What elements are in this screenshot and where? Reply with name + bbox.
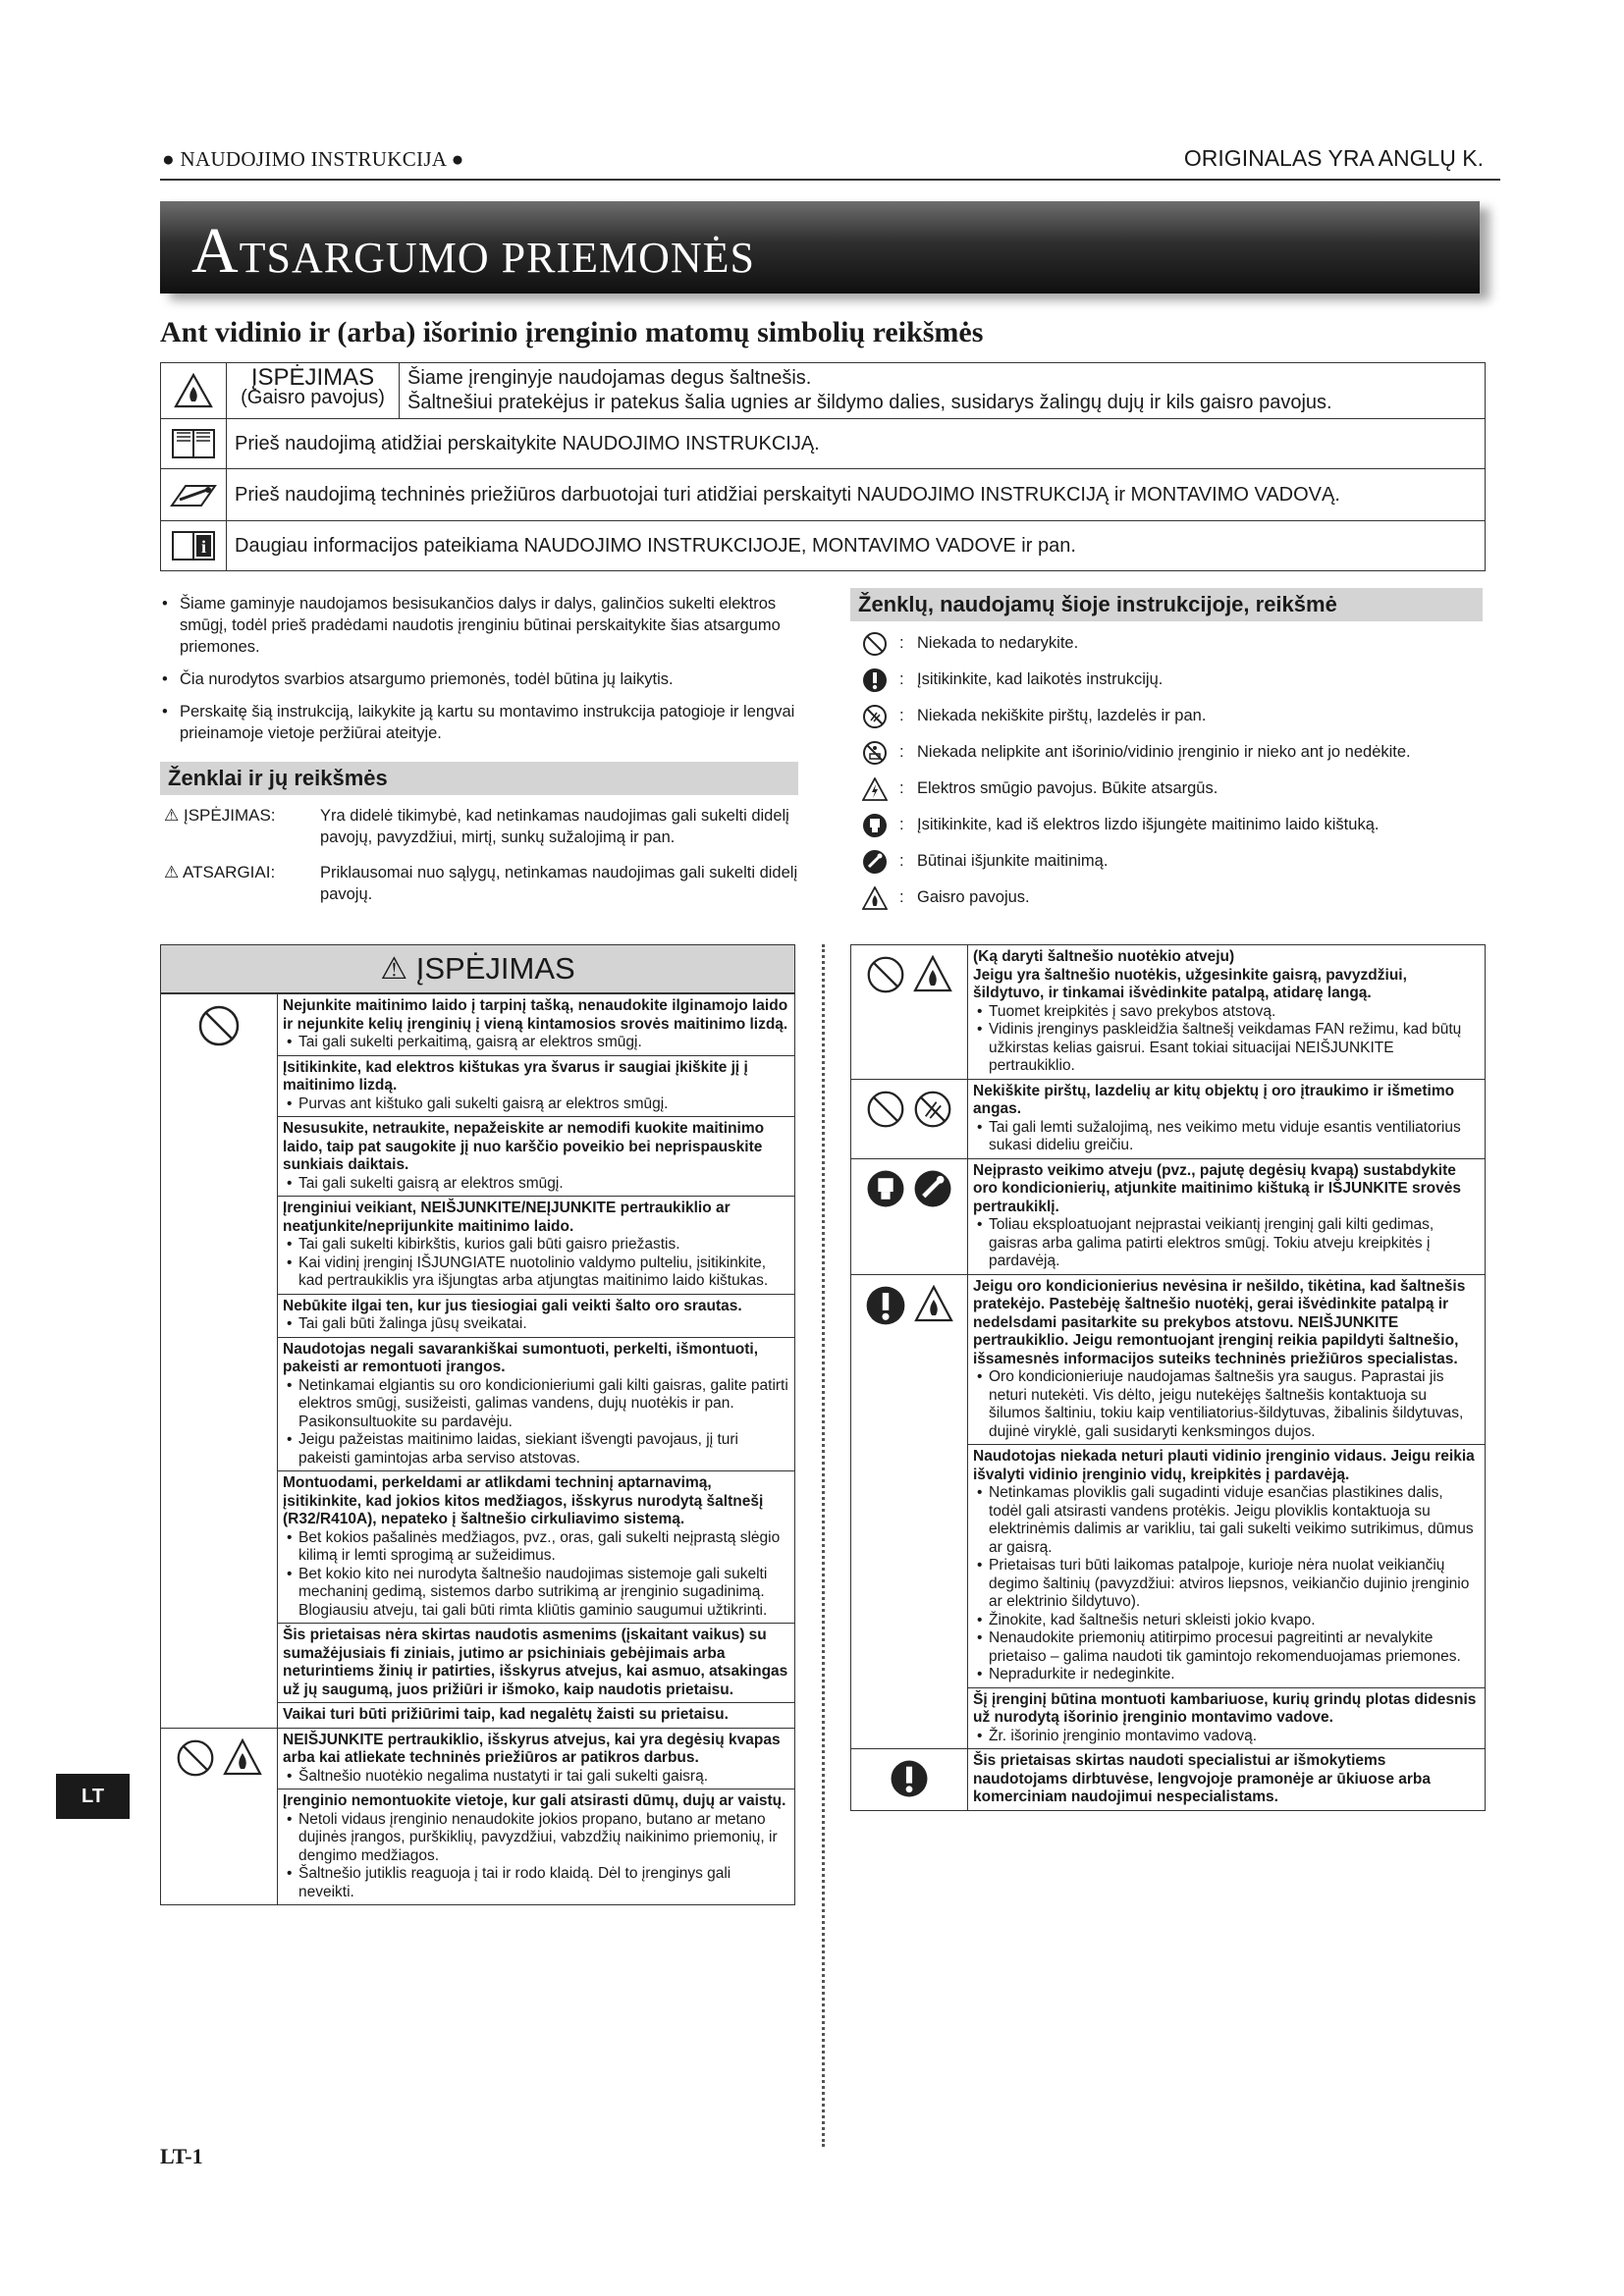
warning-item-bullet: • Tuomet kreipkitės į savo prekybos atstovą. xyxy=(973,1003,1480,1022)
warning-item-title: Nekiškite pirštų, lazdelių ar kitų objektų į oro įtraukimo ir išmetimo angas. xyxy=(973,1082,1455,1117)
warning-item-bullet: • Purvas ant kištuko gali sukelti gaisrą ar elektros smūgį. xyxy=(283,1095,789,1114)
service-text: Prieš naudojimą techninės priežiūros darbuotojai turi atidžiai perskaityti NAUDOJIMO INSTRUKCIJĄ ir MONTAVIMO VADOVĄ. xyxy=(235,483,1340,506)
warning-item-title: Įrenginiui veikiant, NEIŠJUNKITE/NEĮJUNKITE pertraukiklio ar neatjunkite/neprijunkite maitinimo laido. xyxy=(283,1200,731,1235)
language-tab: LT xyxy=(56,1774,130,1819)
warning-item-title: Naudotojas negali savarankiškai sumontuoti, perkelti, išmontuoti, pakeisti ar remontuoti įrangos. xyxy=(283,1340,759,1375)
warning-item xyxy=(968,1749,1485,1810)
warning-item-title: Nejunkite maitinimo laido į tarpinį tašką, nenaudokite ilginamojo laido ir nejunkite kelių įrenginių į vieną kintamosios srovės maitinimo lizdą. xyxy=(283,997,788,1033)
fire-hazard-icon xyxy=(913,955,952,992)
legend-item: : Elektros smūgio pavojus. Būkite atsargūs. xyxy=(850,771,1483,807)
warning-item-bullet: • Jeigu pažeistas maitinimo laidas, siekiant išvengti pavojaus, jį turi pakeisti gamintojas arba serviso atstovas. xyxy=(283,1431,789,1468)
section-title: Ant vidinio ir (arba) išorinio įrenginio matomų simbolių reikšmės xyxy=(160,316,984,348)
service-manual-icon xyxy=(161,469,227,520)
unplug-poweroff-icons xyxy=(851,1159,968,1274)
prohibition-fire-icons xyxy=(851,945,968,1079)
fire-hazard-icon xyxy=(223,1738,262,1776)
svg-text:i: i xyxy=(200,537,207,557)
warning-box-left xyxy=(160,944,795,1905)
warning-group-r3 xyxy=(851,1158,1485,1274)
warning-item-bullet: • Tai gali sukelti perkaitimą, gaisrą ar elektros smūgį. xyxy=(283,1034,789,1052)
prohibition-icon xyxy=(866,1090,905,1129)
warning-item-title: NEIŠJUNKITE pertraukiklio, išskyrus atvejus, kai yra degėsių kvapas arba kai atliekate techninės priežiūros ar patikros darbus. xyxy=(283,1731,781,1766)
warning-item xyxy=(968,1444,1485,1687)
legend-item: : Įsitikinkite, kad laikotės instrukcijų. xyxy=(850,662,1483,698)
warning-item xyxy=(278,1196,794,1294)
warning-item xyxy=(278,1702,794,1728)
warning-item xyxy=(278,1789,794,1904)
symbols-table xyxy=(160,362,1486,571)
power-off-icon xyxy=(850,849,899,875)
warning-item xyxy=(968,1687,1485,1749)
warning-triangle-icon: ⚠ xyxy=(164,806,180,825)
warning-item xyxy=(968,945,1485,1079)
symbols-row-manual xyxy=(161,418,1485,468)
warning-item xyxy=(278,1337,794,1471)
warning-item xyxy=(968,1159,1485,1274)
column-divider xyxy=(822,944,825,2147)
warning-item-bullet: • Bet kokio kito nei nurodyta šaltnešio naudojimas sistemoje gali sukelti mechaninį gedimą, sistemos darbo sutrikimą ar įrenginio sugadinimą. Blogiausiu atveju, tai gali būti rimta kliūtis gaminio saugumui užtikrinti. xyxy=(283,1566,789,1621)
fire-hazard-icon xyxy=(914,1285,953,1322)
legend-item: : Būtinai išjunkite maitinimą. xyxy=(850,843,1483,880)
signs-title: Ženklai ir jų reikšmės xyxy=(160,762,798,795)
warning-group-r5 xyxy=(851,1748,1485,1810)
symbols-row-warning xyxy=(161,363,1485,418)
warning-item-bullet: • Nenaudokite priemonių atitirpimo procesui pagreitinti ar nevalykite prietaiso – galima naudoti tik gamintojo rekomenduojamas priemones. xyxy=(973,1629,1480,1666)
warning-item-bullet: • Bet kokios pašalinės medžiagos, pvz., oras, gali sukelti neįprastą slėgio kilimą ir lemti sprogimą ar sužeidimus. xyxy=(283,1529,789,1566)
signs-section xyxy=(160,762,798,905)
warning-item-bullet: • Toliau eksploatuojant neįprastai veikiantį įrenginį gali kilti gedimas, gaisras arba galima patirti elektros smūgį. Tokiu atveju kreipkitės į pardavėją. xyxy=(973,1216,1480,1271)
legend xyxy=(850,588,1483,916)
warning-item-title: Šį įrenginį būtina montuoti kambariuose, kurių grindų plotas didesnis už nurodytą išorinio įrenginio montavimo vadove. xyxy=(973,1690,1477,1726)
warning-item-title: (Ką daryti šaltnešio nuotėkio atveju) Jeigu yra šaltnešio nuotėkis, užgesinkite gaisrą, pavyzdžiui, šildytuvo, ir tinkamai išvėdinkite patalpą, atidarę langą. xyxy=(973,948,1407,1001)
warning-item xyxy=(968,1275,1485,1445)
header-rule xyxy=(160,179,1500,181)
mandatory-icon xyxy=(851,1749,968,1810)
warning-item xyxy=(968,1080,1485,1158)
warning-group-r1 xyxy=(851,945,1485,1079)
warning-item-title: Šis prietaisas nėra skirtas naudotis asmenims (įskaitant vaikus) su sumažėjusiais fi ziniais, jutimo ar psichiniais gebėjimais arba neturintiems žinių ir patirties, išskyrus atvejus, kai asmuo, atsakingas už jų saugumą, juos prižiūri ir išmoko, kaip naudotis prietaisu. xyxy=(283,1627,788,1698)
warning-item-bullet: • Žinokite, kad šaltnešis neturi skleisti jokio kvapo. xyxy=(973,1612,1480,1630)
warning-item-title: Įsitikinkite, kad elektros kištukas yra švarus ir saugiai įkiškite jį į maitinimo lizdą. xyxy=(283,1058,748,1094)
fire-warning-icon xyxy=(161,363,227,418)
sign-warning-row: ⚠ ĮSPĖJIMAS: Yra didelė tikimybė, kad netinkamas naudojimas gali sukelti didelį pavojų, pavyzdžiui, mirtį, sunkų sužalojimą ir pan. xyxy=(164,806,789,846)
warning-triangle-icon: ⚠ xyxy=(380,951,408,986)
fire-hazard-icon xyxy=(850,886,899,910)
intro-bullet: • Šiame gaminyje naudojamos besisukančios dalys ir dalys, galinčios sukelti elektros smūgį, todėl prieš pradėdami naudotis įrenginiu būtinai perskaitykite šias atsargumo priemones. xyxy=(162,593,800,658)
warning-box-title: ⚠ ĮSPĖJIMAS xyxy=(161,945,794,993)
warning-item-bullet: • Tai gali sukelti gaisrą ar elektros smūgį. xyxy=(283,1175,789,1194)
warning-item-title: Nesusukite, netraukite, nepažeiskite ar nemodifi kuokite maitinimo laido, taip pat saugokite jį nuo karščio poveikio bei neprispauskite sunkiais daiktais. xyxy=(283,1120,765,1173)
prohibition-icon xyxy=(850,631,899,657)
legend-item: : Niekada to nedarykite. xyxy=(850,625,1483,662)
no-fingers-icon xyxy=(850,704,899,729)
warning-item-bullet: • Tai gali sukelti kibirkštis, kurios gali būti gaisro priežastis. xyxy=(283,1236,789,1255)
legend-item: : Niekada nekiškite pirštų, lazdelės ir pan. xyxy=(850,698,1483,734)
info-book-icon xyxy=(161,521,227,570)
warning-group-1 xyxy=(161,993,794,1728)
warning-item-title: Nebūkite ilgai ten, kur jus tiesiogiai gali veikti šalto oro srautas. xyxy=(283,1297,742,1314)
warning-item-title: Montuodami, perkeldami ar atlikdami techninį aptarnavimą, įsitikinkite, kad jokios kitos medžiagos, išskyrus nurodytą šaltnešį (R32/R410A), nepateko į šaltnešio cirkuliavimo sistemą. xyxy=(283,1474,764,1527)
warning-group-r4 xyxy=(851,1274,1485,1749)
warning-item-bullet: • Šaltnešio jutiklis reaguoja į tai ir rodo klaidą. Dėl to įrenginys gali neveikti. xyxy=(283,1865,789,1901)
warning-item-bullet: • Tai gali būti žalinga jūsų sveikatai. xyxy=(283,1315,789,1334)
legend-item: : Niekada nelipkite ant išorinio/vidinio įrenginio ir nieko ant jo nedėkite. xyxy=(850,734,1483,771)
warning-item-title: Vaikai turi būti prižiūrimi taip, kad negalėtų žaisti su prietaisu. xyxy=(283,1706,729,1723)
banner-title: ATSARGUMO PRIEMONĖS xyxy=(191,215,755,287)
prohibition-icon xyxy=(161,994,278,1728)
legend-item: : Įsitikinkite, kad iš elektros lizdo išjungėte maitinimo laido kištuką. xyxy=(850,807,1483,843)
sign-caution-row: ⚠ ATSARGIAI: Priklausomai nuo sąlygų, netinkamas naudojimas gali sukelti didelį pavojų. xyxy=(164,863,798,903)
symbols-row-service xyxy=(161,468,1485,520)
intro-bullet: • Čia nurodytos svarbios atsargumo priemonės, todėl būtina jų laikytis. xyxy=(162,668,800,690)
warning-item-bullet: • Vidinis įrenginys paskleidžia šaltnešį veikdamas FAN režimu, kad būtų užkirstas kelias gaisrui. Esant tokiai situacijai NEIŠJUNKITE pertraukiklio. xyxy=(973,1021,1480,1076)
warning-item-bullet: • Prietaisas turi būti laikomas patalpoje, kurioje nėra nuolat veikiančių degimo šaltinių (pavyzdžiui: atviros liepsnos, veikiančio dujinio įrenginio ar elektrinio šildytuvo). xyxy=(973,1557,1480,1612)
warning-item-bullet: • Oro kondicionieriuje naudojamas šaltnešis yra saugus. Paprastai jis neturi nutekėti. Vis dėlto, jeigu nutekėjęs šaltnešis kontaktuoja su šilumos šaltiniu, tokiu kaip ventiliatorius-šildytuvas, žibalinis šildytuvas, dujinė viryklė, gali susidaryti kenksmingos dujos. xyxy=(973,1368,1480,1441)
book-icon xyxy=(161,419,227,468)
header-left: ● NAUDOJIMO INSTRUKCIJA ● xyxy=(162,147,464,171)
manual-text: Prieš naudojimą atidžiai perskaitykite NAUDOJIMO INSTRUKCIJĄ. xyxy=(235,432,820,454)
mandatory-fire-icons xyxy=(851,1275,968,1749)
warning-item xyxy=(278,1055,794,1117)
unplug-icon xyxy=(866,1169,905,1208)
legend-item: : Gaisro pavojus. xyxy=(850,880,1483,916)
warning-item-bullet: • Nepradurkite ir nedeginkite. xyxy=(973,1666,1480,1684)
warning-item-bullet: • Šaltnešio nuotėkio negalima nustatyti ir tai gali sukelti gaisrą. xyxy=(283,1768,789,1787)
mandatory-icon xyxy=(850,667,899,693)
warning-text: Šiame įrenginyje naudojamas degus šaltnešis. Šaltnešiui pratekėjus ir patekus šalia ugnies ar šildymo dalies, susidarys žalingų dujų ir kils gaisro pavojus. xyxy=(407,367,1332,413)
caution-triangle-icon: ⚠ xyxy=(164,863,180,881)
prohibition-fire-icons xyxy=(161,1729,278,1905)
warning-item-title: Šis prietaisas skirtas naudoti specialistui ar išmokytiems naudotojams dirbtuvėse, lengvojoje pramonėje ar ūkiuose arba komerciniam naudojimui nespecialistams. xyxy=(973,1752,1431,1805)
warning-item xyxy=(278,1470,794,1623)
intro-bullets xyxy=(162,593,800,755)
intro-bullet: • Perskaitę šią instrukciją, laikykite ją kartu su montavimo instrukcija patogioje ir lengvai prieinamoje vietoje peržiūrai ateityje. xyxy=(162,701,800,744)
warning-item xyxy=(278,994,794,1055)
warning-item xyxy=(278,1729,794,1789)
warning-item-bullet: • Netoli vidaus įrenginio nenaudokite jokios propano, butano ar metano dujinės įrangos, purškiklių, pavyzdžiui, vabzdžių naikinimo priemonių, ir dengimo medžiagos. xyxy=(283,1811,789,1866)
warning-item-title: Naudotojas niekada neturi plauti vidinio įrenginio vidaus. Jeigu reikia išvalyti vidinio įrenginio vidų, kreipkitės į pardavėją. xyxy=(973,1448,1475,1483)
warning-item-bullet: • Netinkamas ploviklis gali sugadinti viduje esančias plastikines dalis, todėl gali atsirasti vandens protėkis. Jeigu ploviklis kontaktuoja su elektrinėmis dalimis ar varikliu, tai gali sukelti veikimo sutrikimus, dūmus ar gaisrą. xyxy=(973,1484,1480,1557)
mandatory-icon xyxy=(865,1285,906,1326)
electric-shock-icon xyxy=(850,777,899,801)
no-climb-icon xyxy=(850,740,899,766)
prohibition-fingers-icons xyxy=(851,1080,968,1158)
warning-item-bullet: • Kai vidinį įrenginį IŠJUNGIATE nuotolinio valdymo pulteliu, įsitikinkite, kad pertraukiklis yra išjungtas arba atjungtas maitinimo laido kištukas. xyxy=(283,1255,789,1291)
warning-item-title: Neįprasto veikimo atveju (pvz., pajutę degėsių kvapą) sustabdykite oro kondicionierių, atjunkite maitinimo kištuką ir IŠJUNKITE srovės pertraukiklį. xyxy=(973,1161,1461,1215)
warning-item-title: Įrenginio nemontuokite vietoje, kur gali atsirasti dūmų, dujų ar vaistų. xyxy=(283,1792,786,1809)
warning-label: ĮSPĖJIMAS (Gaisro pavojus) xyxy=(227,363,400,418)
warning-group-2 xyxy=(161,1728,794,1905)
warning-group-r2 xyxy=(851,1079,1485,1158)
warning-item-bullet: • Netinkamai elgiantis su oro kondicionieriumi gali kilti gaisras, galite patirti elektros smūgį, susižeisti, galimas vandens, dujų nuotėkis ir pan. Pasikonsultuokite su pardavėju. xyxy=(283,1377,789,1432)
prohibition-icon xyxy=(176,1738,215,1778)
warning-box-right xyxy=(850,944,1486,1811)
warning-item xyxy=(278,1623,794,1702)
page-number: LT-1 xyxy=(160,2144,203,2168)
no-fingers-icon xyxy=(913,1090,952,1129)
warning-item xyxy=(278,1294,794,1337)
warning-item-bullet: • Žr. išorinio įrenginio montavimo vadovą. xyxy=(973,1728,1480,1746)
unplug-icon xyxy=(850,813,899,838)
warning-item-bullet: • Tai gali lemti sužalojimą, nes veikimo metu viduje esantis ventiliatorius sukasi dideliu greičiu. xyxy=(973,1119,1480,1155)
symbols-row-info xyxy=(161,520,1485,570)
warning-item xyxy=(278,1116,794,1196)
warning-item-title: Jeigu oro kondicionierius nevėsina ir nešildo, tikėtina, kad šaltnešis pratekėjo. Pastebėję šaltnešio nuotėkį, gerai išvėdinkite patalpą ir nedelsdami pasitarkite su prekybos atstovu. NEIŠJUNKITE pertraukiklio. Jeigu remontuojant įrenginį reikia papildyti šaltnešio, išsamesnės informacijos suteiks techninės priežiūros specialistas. xyxy=(973,1277,1466,1367)
header-right: ORIGINALAS YRA ANGLŲ K. xyxy=(1183,145,1484,171)
legend-title: Ženklų, naudojamų šioje instrukcijoje, reikšmė xyxy=(850,588,1483,621)
prohibition-icon xyxy=(866,955,905,994)
info-text: Daugiau informacijos pateikiama NAUDOJIMO INSTRUKCIJOJE, MONTAVIMO VADOVE ir pan. xyxy=(235,534,1076,557)
power-off-icon xyxy=(913,1169,952,1208)
